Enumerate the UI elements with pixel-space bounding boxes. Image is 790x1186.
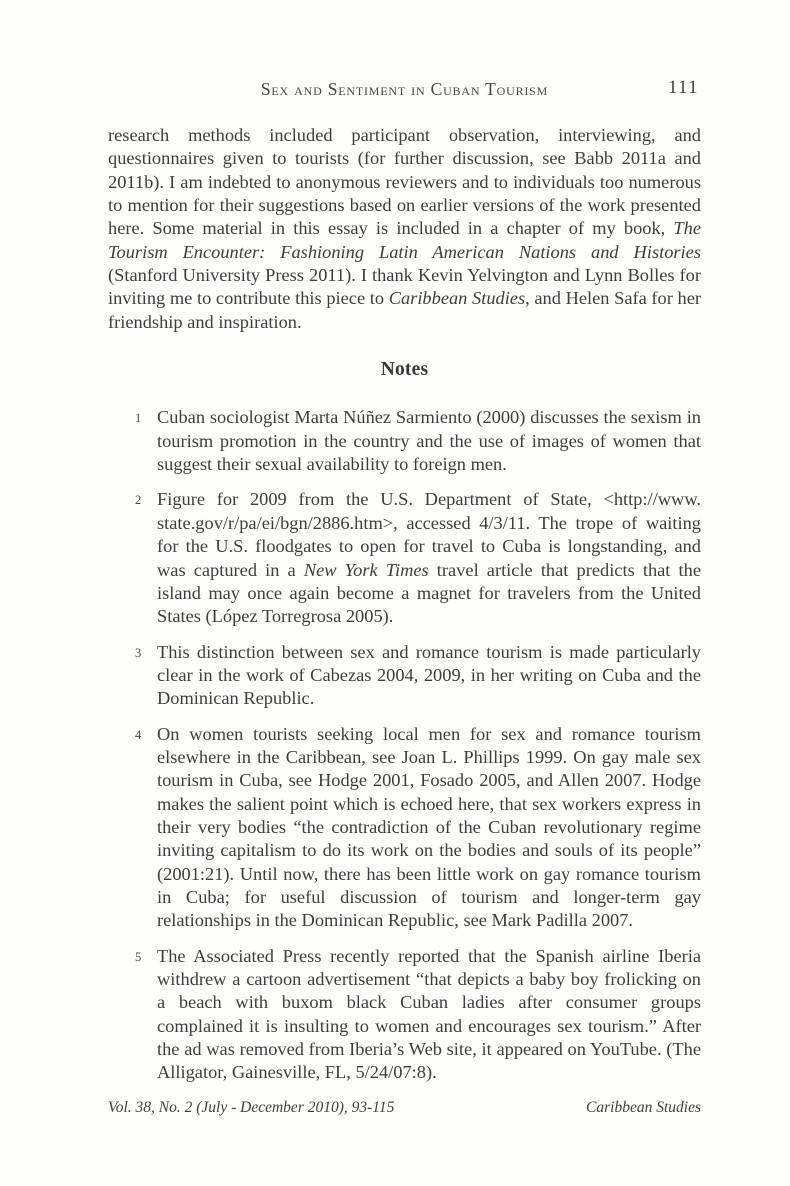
- note-number: 5: [135, 949, 142, 964]
- page-header: [108, 79, 701, 103]
- note-text: The Associated Press recently reported that the Spanish airline Iberia withdrew a cartoon advertisement “that depicts a baby boy frolicking on a beach with buxom black Cuban ladies after consumer groups complained it is insulting to women and encourages sex tourism.” After the ad was removed from Iberia’s Web site, it appeared on YouTube. (The Alligator, Gainesville, FL, 5/24/07:8).: [157, 945, 701, 1083]
- note-number: 1: [135, 411, 142, 426]
- running-title: Sex and Sentiment in Cuban Tourism: [260, 79, 549, 99]
- note-item-2: [108, 488, 701, 628]
- note-item-1: [108, 406, 701, 476]
- volume-info: Vol. 38, No. 2 (July - December 2010), 93-115: [108, 1099, 395, 1116]
- note-text: On women tourists seeking local men for sex and romance tourism elsewhere in the Caribbean, see Joan L. Phillips 1999. On gay male sex tourism in Cuba, see Hodge 2001, Fosado 2005, and Allen 2007. Hodge makes the salient point which is echoed here, that sex workers express in their very bodies “the contradiction of the Cuban revolutionary regime inviting capitalism to do its work on the bodies and souls of its people” (2001:21). Until now, there has been little work on gay romance tourism in Cuba; for useful discussion of tourism and longer-term gay relationships in the Dominican Republic, see Mark Padilla 2007.: [157, 723, 701, 931]
- journal-name: Caribbean Studies: [586, 1099, 701, 1116]
- page-footer: [108, 1099, 701, 1117]
- note-number: 3: [135, 645, 142, 660]
- note-item-5: [108, 945, 701, 1085]
- note-item-3: [108, 641, 701, 711]
- note-text: This distinction between sex and romance tourism is made particularly clear in the work of Cabezas 2004, 2009, in her writing on Cuba and the Dominican Republic.: [157, 641, 701, 709]
- notes-heading: Notes: [380, 359, 429, 381]
- notes-list: [108, 406, 701, 1084]
- note-text: Cuban sociologist Marta Núñez Sarmiento (2000) discusses the sexism in tourism promotion in the country and the use of images of women that suggest their sexual availability to foreign men.: [157, 407, 701, 475]
- page-body: [108, 124, 701, 1097]
- note-number: 2: [135, 493, 142, 508]
- note-text: Figure for 2009 from the U.S. Department of State, <http://www.​state.gov/r/pa/ei/bgn/2886.htm>, accessed 4/3/11. The trope of waiting for the U.S. floodgates to open for travel to Cuba is longstanding, and was captured in a New York Times travel article that predicts that the island may once again become a magnet for travelers from the United States (López Torregrosa 2005).: [157, 489, 701, 627]
- note-number: 4: [135, 727, 142, 742]
- page-number: 111: [668, 78, 699, 98]
- acknowledgments-paragraph: research methods included participant observation, interviewing, and questionnaires given to tourists (for further discussion, see Babb 2011a and 2011b). I am indebted to anonymous reviewers and to individuals too numerous to mention for their suggestions based on earlier versions of the work presented here. Some material in this essay is included in a chapter of my book, The Tourism Encounter: Fashioning Latin American Nations and Histories (Stanford University Press 2011). I thank Kevin Yelvington and Lynn Bolles for inviting me to contribute this piece to Caribbean Studies, and Helen Safa for her friendship and inspiration.: [108, 125, 701, 332]
- note-item-4: [108, 723, 701, 933]
